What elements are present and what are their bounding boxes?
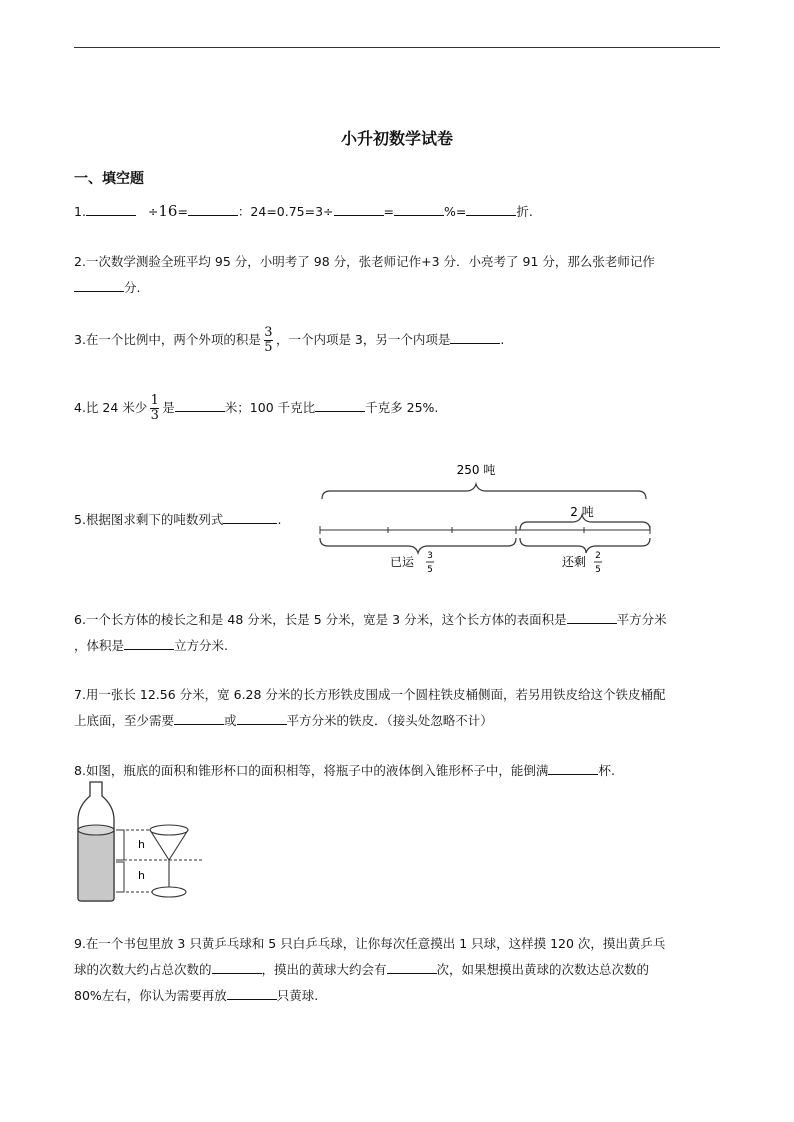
answer-blank[interactable] — [466, 204, 516, 216]
part-label: 2 吨 — [570, 505, 594, 519]
answer-blank[interactable] — [86, 204, 136, 216]
answer-blank[interactable] — [188, 204, 238, 216]
question-1: 1. ÷16= ：24=0.75=3÷ = %= 折. — [74, 202, 533, 220]
fraction: $\frac{1}{3}$ — [150, 393, 159, 423]
remain-label: 还剩 — [561, 555, 586, 569]
svg-text:h: h — [138, 838, 145, 851]
question-9-line-2: 球的次数大约占总次数的 ，摸出的黄球大约会有 次，如果想摸出黄球的次数达总次数的 — [74, 962, 650, 977]
answer-blank[interactable] — [315, 400, 365, 412]
answer-blank[interactable] — [567, 612, 617, 624]
question-6-line-1: 6.一个长方体的棱长之和是 48 分米，长是 5 分米，宽是 3 分米，这个长方体的表面积是 平方分米 — [74, 612, 667, 627]
answer-blank[interactable] — [174, 713, 224, 725]
svg-text:5: 5 — [427, 565, 433, 575]
question-8: 8.如图，瓶底的面积和锥形杯口的面积相等，将瓶子中的液体倒入锥形杯子中，能倒满 杯. — [74, 763, 615, 778]
answer-blank[interactable] — [124, 638, 174, 650]
question-9-line-3: 80%左右，你认为需要再放 只黄球. — [74, 988, 319, 1003]
answer-blank[interactable] — [450, 332, 500, 344]
answer-blank[interactable] — [74, 280, 124, 292]
svg-text:5: 5 — [595, 565, 601, 575]
svg-text:2: 2 — [595, 551, 601, 561]
bottle-cone-figure — [72, 780, 212, 905]
remain-brace — [520, 538, 650, 553]
fraction: $\frac{3}{5}$ — [264, 325, 273, 355]
answer-blank[interactable] — [227, 988, 277, 1000]
answer-blank[interactable] — [387, 962, 437, 974]
shipped-label: 已运 — [389, 555, 414, 569]
bottle-liquid — [78, 830, 114, 901]
shipped-brace — [320, 538, 516, 553]
answer-blank[interactable] — [175, 400, 225, 412]
page-title: 小升初数学试卷 — [340, 129, 453, 148]
question-2-line-2: 分. — [74, 278, 140, 296]
svg-text:3: 3 — [427, 551, 433, 561]
section-heading: 一、填空题 — [74, 171, 144, 187]
cone-glass — [150, 825, 188, 835]
question-7-line-1: 7.用一张长 12.56 分米，宽 6.28 分米的长方形铁皮围成一个圆柱铁皮桶侧面，若另用铁皮给这个铁皮桶配 — [74, 687, 666, 702]
svg-text:h: h — [138, 869, 145, 882]
question-3: 3.在一个比例中，两个外项的积是 $\frac{3}{5}$ ，一个内项是 3，另一个内项是 . — [74, 325, 505, 355]
question-9-line-1: 9.在一个书包里放 3 只黄乒乓球和 5 只白乒乓球，让你每次任意摸出 1 只球，这样摸 120 次，摸出黄乒乓 — [74, 936, 666, 951]
question-4: 4.比 24 米少 $\frac{1}{3}$ 是 米；100 千克比 千克多 25%. — [74, 393, 439, 423]
question-5: 5.根据图求剩下的吨数列式 . — [74, 512, 282, 527]
answer-blank[interactable] — [334, 204, 384, 216]
total-label: 250 吨 — [456, 463, 496, 477]
question-7-line-2: 上底面，至少需要 或 平方分米的铁皮．（接头处忽略不计） — [74, 713, 493, 728]
answer-blank[interactable] — [223, 512, 277, 524]
tonnage-diagram — [316, 454, 656, 579]
answer-blank[interactable] — [212, 962, 262, 974]
question-6-line-2: ，体积是 立方分米. — [74, 638, 228, 653]
answer-blank[interactable] — [394, 204, 444, 216]
answer-blank[interactable] — [548, 763, 598, 775]
answer-blank[interactable] — [237, 713, 287, 725]
total-brace — [322, 484, 646, 499]
question-2-line-1: 2.一次数学测验全班平均 95 分，小明考了 98 分，张老师记作+3 分．小亮考了 91 分，那么张老师记作 — [74, 254, 655, 269]
header-rule — [74, 47, 720, 48]
